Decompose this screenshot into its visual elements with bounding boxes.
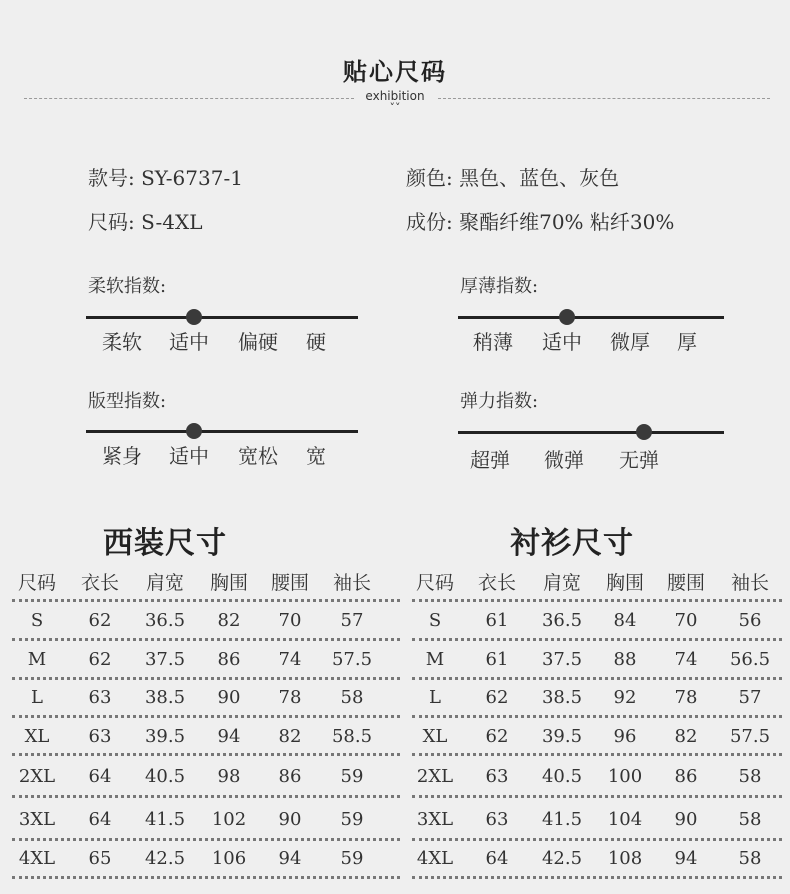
row-divider (412, 638, 782, 641)
scale-marker (636, 424, 652, 440)
column-header: 肩宽 (542, 572, 582, 594)
table-cell: 90 (278, 809, 302, 830)
table-cell: 42.5 (144, 848, 186, 869)
table-cell: 36.5 (541, 610, 583, 631)
table-cell: 63 (485, 766, 509, 787)
table-cell: 100 (607, 766, 643, 787)
table-cell: 2XL (18, 766, 56, 787)
row-divider (12, 638, 400, 641)
table-cell: 4XL (416, 848, 454, 869)
table-cell: 63 (88, 726, 112, 747)
table-cell: L (429, 687, 441, 708)
table-cell: 59 (340, 848, 364, 869)
table-cell: XL (422, 726, 448, 747)
table-cell: L (31, 687, 43, 708)
table-cell: S (30, 610, 44, 631)
size-range: 尺码: S-4XL (88, 210, 203, 234)
scale-track (458, 431, 724, 434)
table-cell: 61 (485, 610, 509, 631)
table-cell: 58 (738, 848, 762, 869)
scale-option: 硬 (306, 330, 326, 354)
row-divider (412, 838, 782, 841)
table-cell: XL (24, 726, 50, 747)
table-cell: 94 (217, 726, 241, 747)
table-cell: 38.5 (144, 687, 186, 708)
table-cell: 98 (217, 766, 241, 787)
table-cell: 78 (278, 687, 302, 708)
column-header: 袖长 (332, 572, 372, 594)
table-cell: 59 (340, 809, 364, 830)
scale-option: 适中 (542, 330, 582, 354)
table-cell: 61 (485, 649, 509, 670)
row-divider (12, 753, 400, 756)
table-cell: 86 (217, 649, 241, 670)
table-cell: 88 (613, 649, 637, 670)
column-header: 胸围 (605, 572, 645, 594)
style-number: 款号: SY-6737-1 (88, 166, 243, 190)
table-cell: 92 (613, 687, 637, 708)
table-cell: 74 (278, 649, 302, 670)
scale-option: 无弹 (619, 448, 659, 472)
row-divider (412, 599, 782, 602)
table-cell: 37.5 (541, 649, 583, 670)
table-cell: 56 (738, 610, 762, 631)
scale-option: 柔软 (102, 330, 142, 354)
table-cell: 74 (674, 649, 698, 670)
row-divider (12, 677, 400, 680)
table-title: 西装尺寸 (103, 526, 227, 561)
table-cell: 2XL (416, 766, 454, 787)
table-cell: 62 (485, 687, 509, 708)
table-cell: 104 (607, 809, 643, 830)
scale-label: 弹力指数: (460, 391, 539, 412)
table-cell: 70 (674, 610, 698, 631)
scale-label: 柔软指数: (88, 276, 167, 297)
table-cell: 82 (674, 726, 698, 747)
scale-option: 宽 (306, 444, 326, 468)
table-cell: 62 (88, 610, 112, 631)
table-cell: 57.5 (331, 649, 373, 670)
column-header: 胸围 (209, 572, 249, 594)
table-cell: 106 (211, 848, 247, 869)
scale-option: 厚 (677, 330, 697, 354)
table-cell: 78 (674, 687, 698, 708)
table-cell: 59 (340, 766, 364, 787)
table-cell: M (425, 649, 445, 670)
table-cell: 40.5 (144, 766, 186, 787)
table-cell: 90 (217, 687, 241, 708)
table-cell: 86 (674, 766, 698, 787)
row-divider (412, 876, 782, 879)
column-header: 尺码 (17, 572, 57, 594)
table-cell: 41.5 (541, 809, 583, 830)
scale-marker (559, 309, 575, 325)
table-cell: 94 (278, 848, 302, 869)
table-cell: 90 (674, 809, 698, 830)
column-header: 肩宽 (145, 572, 185, 594)
scale-track (458, 316, 724, 319)
header-subtitle: exhibition (365, 89, 425, 103)
table-cell: 57 (738, 687, 762, 708)
scale-marker (186, 309, 202, 325)
row-divider (412, 677, 782, 680)
row-divider (12, 599, 400, 602)
table-cell: 64 (88, 766, 112, 787)
row-divider (12, 838, 400, 841)
row-divider (12, 876, 400, 879)
column-header: 袖长 (730, 572, 770, 594)
scale-option: 稍薄 (473, 330, 513, 354)
table-cell: 58 (340, 687, 364, 708)
scale-option: 微弹 (544, 448, 584, 472)
scale-option: 偏硬 (238, 330, 278, 354)
table-cell: 56.5 (729, 649, 771, 670)
scale-track (86, 430, 358, 433)
column-header: 衣长 (477, 572, 517, 594)
table-cell: 38.5 (541, 687, 583, 708)
table-cell: 58.5 (331, 726, 373, 747)
scale-option: 宽松 (238, 444, 278, 468)
table-cell: 62 (485, 726, 509, 747)
table-cell: 57.5 (729, 726, 771, 747)
color-options: 颜色: 黑色、蓝色、灰色 (406, 166, 620, 190)
row-divider (12, 795, 400, 798)
table-cell: 39.5 (541, 726, 583, 747)
table-cell: 63 (88, 687, 112, 708)
scale-option: 超弹 (470, 448, 510, 472)
table-cell: 82 (278, 726, 302, 747)
table-title: 衬衫尺寸 (510, 526, 634, 561)
table-cell: 36.5 (144, 610, 186, 631)
table-cell: 40.5 (541, 766, 583, 787)
table-cell: 63 (485, 809, 509, 830)
column-header: 衣长 (80, 572, 120, 594)
table-cell: 84 (613, 610, 637, 631)
table-cell: 64 (88, 809, 112, 830)
scale-option: 紧身 (102, 444, 142, 468)
table-cell: 65 (88, 848, 112, 869)
page-title: 贴心尺码 (343, 57, 447, 86)
scale-label: 版型指数: (88, 391, 167, 412)
column-header: 尺码 (415, 572, 455, 594)
scale-marker (186, 423, 202, 439)
table-cell: 82 (217, 610, 241, 631)
table-cell: 39.5 (144, 726, 186, 747)
chevron-down-icon: ˅˅ (389, 101, 401, 114)
row-divider (412, 715, 782, 718)
table-cell: S (428, 610, 442, 631)
table-cell: 108 (607, 848, 643, 869)
table-cell: 70 (278, 610, 302, 631)
table-cell: M (27, 649, 47, 670)
table-cell: 3XL (416, 809, 454, 830)
scale-label: 厚薄指数: (460, 276, 539, 297)
table-cell: 62 (88, 649, 112, 670)
row-divider (412, 795, 782, 798)
table-cell: 64 (485, 848, 509, 869)
table-cell: 94 (674, 848, 698, 869)
column-header: 腰围 (666, 572, 706, 594)
row-divider (12, 715, 400, 718)
scale-option: 适中 (169, 444, 209, 468)
table-cell: 58 (738, 766, 762, 787)
row-divider (412, 753, 782, 756)
material-composition: 成份: 聚酯纤维70% 粘纤30% (406, 210, 675, 234)
scale-option: 微厚 (610, 330, 650, 354)
table-cell: 4XL (18, 848, 56, 869)
table-cell: 57 (340, 610, 364, 631)
table-cell: 58 (738, 809, 762, 830)
table-cell: 37.5 (144, 649, 186, 670)
table-cell: 42.5 (541, 848, 583, 869)
scale-track (86, 316, 358, 319)
column-header: 腰围 (270, 572, 310, 594)
table-cell: 86 (278, 766, 302, 787)
table-cell: 102 (211, 809, 247, 830)
table-cell: 41.5 (144, 809, 186, 830)
scale-option: 适中 (169, 330, 209, 354)
table-cell: 3XL (18, 809, 56, 830)
table-cell: 96 (613, 726, 637, 747)
